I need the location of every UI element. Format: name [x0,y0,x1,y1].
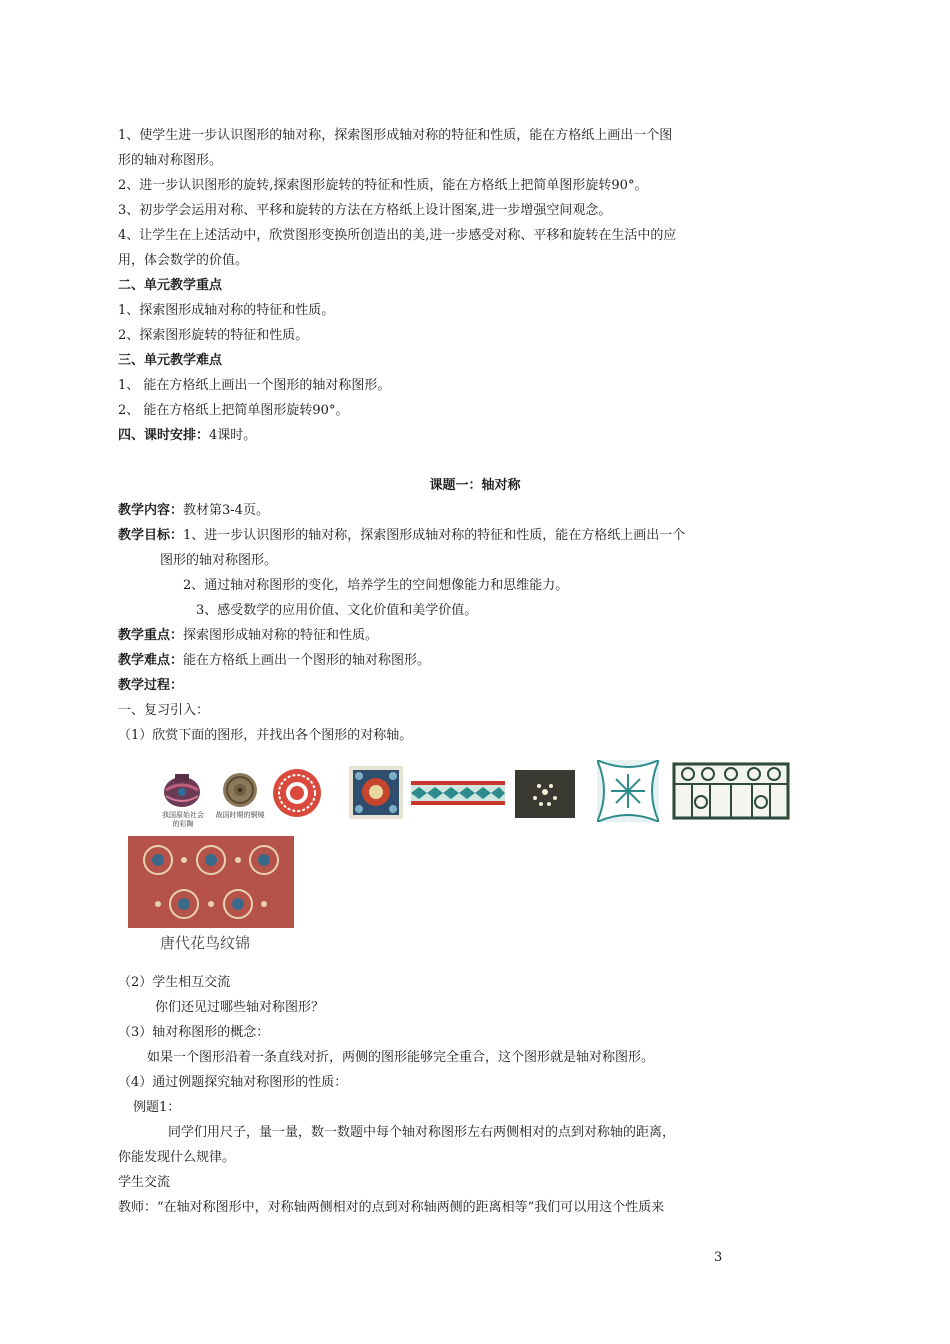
tile-pattern-image [349,766,403,819]
teaching-goal-2: 2、通过轴对称图形的变化，培养学生的空间想像能力和思维能力。 [183,578,569,593]
goal-3: 3、初步学会运用对称、平移和旋转的方法在方格纸上设计图案,进一步增强空间观念。 [118,203,612,218]
section-2-heading: 二、单元教学重点 [118,278,223,293]
goal-4-line-1: 4、让学生在上述活动中，欣赏图形变换所创造出的美,进一步感受对称、平移和旋转在生活中的应 [118,228,677,243]
teaching-content-label: 教学内容： [118,503,184,518]
goal-1-line-1: 1、使学生进一步认识图形的轴对称，探索图形成轴对称的特征和性质，能在方格纸上画出一个图 [118,128,673,143]
step-1-2-question: 你们还见过哪些轴对称图形？ [155,1000,325,1015]
paper-cut-image [272,768,322,818]
step-1-2: （2）学生相互交流 [118,975,231,990]
section-4-line [118,427,256,445]
step-1-heading: 一、复习引入： [118,703,210,718]
teaching-difficulty-value: 能在方格纸上画出一个图形的轴对称图形。 [183,653,431,668]
symmetry-definition: 如果一个图形沿着一条直线对折，两侧的图形能够完全重合，这个图形就是轴对称图形。 [147,1050,655,1065]
example-1-label: 例题1： [133,1100,181,1115]
tang-brocade-image [128,836,294,928]
goal-1-line-2: 形的轴对称图形。 [118,153,223,168]
page-number: 3 [714,1250,723,1265]
goal-2: 2、进一步认识图形的旋转,探索图形旋转的特征和性质，能在方格纸上把简单图形旋转90°。 [118,178,648,193]
border-strip-image [411,781,505,805]
section-4-heading: 四、课时安排： [118,428,210,443]
teaching-process-label: 教学过程： [118,678,184,693]
bronze-mirror-image [222,772,258,808]
step-1-4: （4）通过例题探究轴对称图形的性质： [118,1075,348,1090]
teaching-key-point [118,627,378,645]
pottery-caption: 我国原始社会的彩陶 [162,811,204,828]
mirror-caption: 战国时期的铜镜 [215,811,265,819]
teaching-goal-1-line-2: 图形的轴对称图形。 [160,553,278,568]
step-1-1: （1）欣赏下面的图形，并找出各个图形的对称轴。 [118,728,413,743]
goal-4-line-2: 用，体会数学的价值。 [118,253,249,268]
section-3-item-2: 2、 能在方格纸上把简单图形旋转90°。 [118,403,349,418]
brocade-caption: 唐代花鸟纹锦 [160,934,251,952]
teaching-difficulty-label: 教学难点： [118,653,184,668]
night-pattern-image [515,770,575,818]
teaching-goal-3: 3、感受数学的应用价值、文化价值和美学价值。 [196,603,478,618]
teaching-goal-1-line-1: 1、进一步认识图形的轴对称，探索图形成轴对称的特征和性质，能在方格纸上画出一个 [183,528,686,543]
painted-pottery-image [160,768,204,810]
teaching-difficulty [118,652,430,670]
section-4-value: 4课时。 [209,428,257,443]
teaching-key-value: 探索图形成轴对称的特征和性质。 [183,628,379,643]
example-task-line-2: 你能发现什么规律。 [118,1150,236,1165]
example-task-line-1: 同学们用尺子，量一量，数一数题中每个轴对称图形左右两侧相对的点到对称轴的距离， [168,1125,676,1140]
teacher-statement: 教师：“在轴对称图形中，对称轴两侧相对的点到对称轴两侧的距离相等”我们可以用这个性质来 [118,1200,665,1215]
step-1-3: （3）轴对称图形的概念： [118,1025,270,1040]
section-3-heading: 三、单元教学难点 [118,353,223,368]
teaching-content [118,502,269,520]
section-2-item-1: 1、探索图形成轴对称的特征和性质。 [118,303,335,318]
teaching-key-label: 教学重点： [118,628,184,643]
student-exchange: 学生交流 [118,1175,171,1190]
section-2-item-2: 2、探索图形旋转的特征和性质。 [118,328,309,343]
teaching-content-value: 教材第3-4页。 [183,503,269,518]
teaching-goals [118,527,685,545]
teaching-goals-label: 教学目标： [118,528,184,543]
section-3-item-1: 1、 能在方格纸上画出一个图形的轴对称图形。 [118,378,391,393]
lesson-title: 课题一：轴对称 [429,478,521,493]
snowflake-tile-image [597,760,659,822]
iron-railing-image [672,762,790,820]
